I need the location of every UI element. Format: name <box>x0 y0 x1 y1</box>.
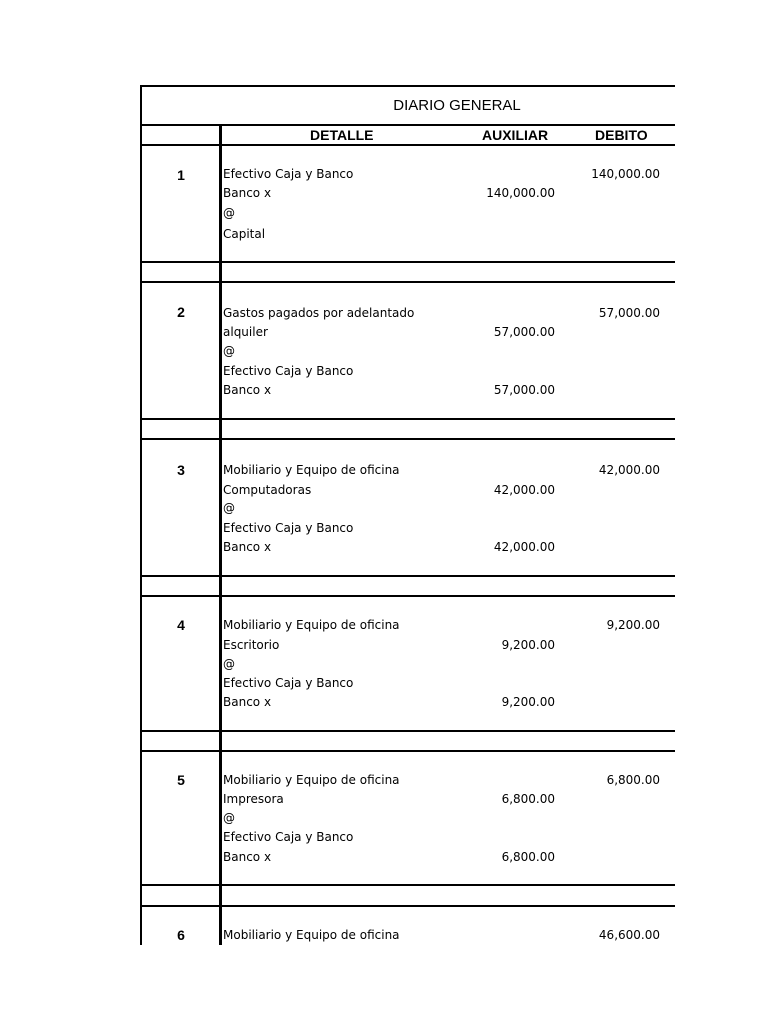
entry-line-text: alquiler <box>223 325 268 339</box>
entry-separator <box>140 418 675 420</box>
entry-line-text: Capital <box>223 227 266 241</box>
table-left-border <box>140 85 142 945</box>
entry-line-text: @ <box>223 657 235 671</box>
debit-amount: 9,200.00 <box>606 618 660 632</box>
auxiliary-amount: 9,200.00 <box>501 695 555 709</box>
header-detalle: DETALLE <box>310 127 374 143</box>
entry-line-text: Banco x <box>223 695 272 709</box>
entry-line-text: Banco x <box>223 850 272 864</box>
entry-line-text: Gastos pagados por adelantado <box>223 306 415 320</box>
auxiliary-amount: 9,200.00 <box>501 638 555 652</box>
entry-line-text: @ <box>223 206 235 220</box>
entry-line-text: Banco x <box>223 186 272 200</box>
entry-number: 4 <box>177 617 185 633</box>
debit-amount: 42,000.00 <box>598 463 660 477</box>
entry-number: 3 <box>177 462 185 478</box>
header-debito: DEBITO <box>595 127 648 143</box>
entry-line-text: Mobiliario y Equipo de oficina <box>223 463 400 477</box>
debit-amount: 140,000.00 <box>591 167 660 181</box>
entry-line-text: Computadoras <box>223 483 312 497</box>
entry-number: 5 <box>177 772 185 788</box>
entry-line-text: Efectivo Caja y Banco <box>223 676 354 690</box>
debit-amount: 57,000.00 <box>598 306 660 320</box>
entry-separator <box>140 595 675 597</box>
debit-amount: 6,800.00 <box>606 773 660 787</box>
entry-separator <box>140 905 675 907</box>
entry-separator <box>140 750 675 752</box>
entry-separator <box>140 438 675 440</box>
auxiliary-amount: 57,000.00 <box>493 383 555 397</box>
entry-number: 1 <box>177 167 185 183</box>
auxiliary-amount: 42,000.00 <box>493 483 555 497</box>
entry-line-text: Banco x <box>223 540 272 554</box>
entry-separator <box>140 261 675 263</box>
auxiliary-amount: 57,000.00 <box>493 325 555 339</box>
entry-separator <box>140 884 675 886</box>
entry-line-text: Efectivo Caja y Banco <box>223 830 354 844</box>
column-divider <box>219 124 222 945</box>
entry-line-text: @ <box>223 344 235 358</box>
header-top-rule <box>140 124 675 126</box>
journal-title: DIARIO GENERAL <box>393 97 521 114</box>
entry-line-text: Efectivo Caja y Banco <box>223 521 354 535</box>
header-auxiliar: AUXILIAR <box>482 127 549 143</box>
entry-line-text: @ <box>223 501 235 515</box>
entry-line-text: @ <box>223 811 235 825</box>
entry-line-text: Mobiliario y Equipo de oficina <box>223 773 400 787</box>
table-top-border <box>140 85 675 87</box>
auxiliary-amount: 6,800.00 <box>501 792 555 806</box>
header-bottom-rule <box>140 144 675 146</box>
entry-number: 2 <box>177 304 185 320</box>
entry-line-text: Escritorio <box>223 638 280 652</box>
auxiliary-amount: 140,000.00 <box>486 186 555 200</box>
entry-line-text: Mobiliario y Equipo de oficina <box>223 928 400 942</box>
debit-amount: 46,600.00 <box>598 928 660 942</box>
entry-separator <box>140 575 675 577</box>
auxiliary-amount: 42,000.00 <box>493 540 555 554</box>
auxiliary-amount: 6,800.00 <box>501 850 555 864</box>
entry-line-text: Banco x <box>223 383 272 397</box>
entry-separator <box>140 730 675 732</box>
entry-line-text: Efectivo Caja y Banco <box>223 364 354 378</box>
entry-number: 6 <box>177 927 185 943</box>
entry-line-text: Efectivo Caja y Banco <box>223 167 354 181</box>
entry-line-text: Mobiliario y Equipo de oficina <box>223 618 400 632</box>
entry-separator <box>140 281 675 283</box>
entry-line-text: Impresora <box>223 792 284 806</box>
